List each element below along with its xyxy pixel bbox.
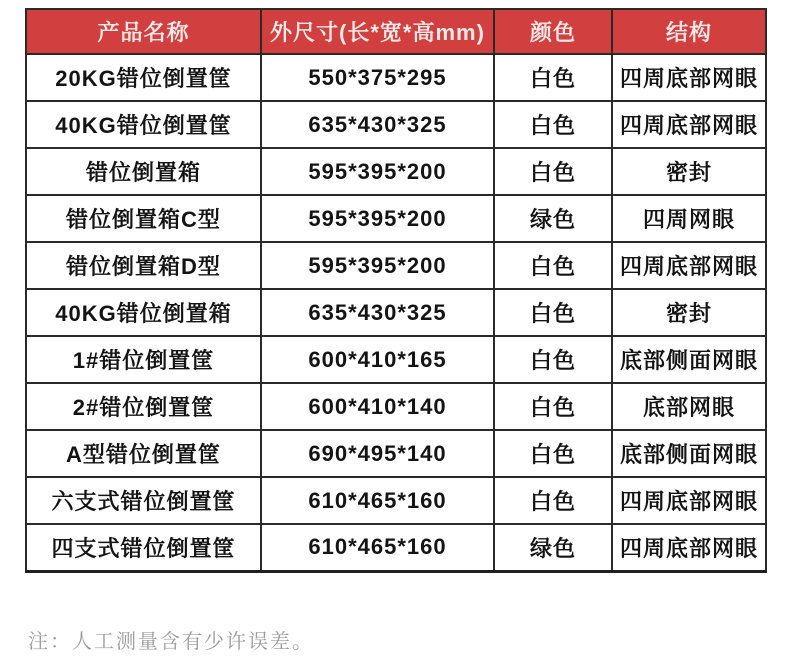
table-row [26, 101, 766, 148]
cell-product-name: 40KG错位倒置箱 [26, 289, 261, 336]
cell-structure: 四周底部网眼 [612, 477, 766, 524]
cell-color: 白色 [494, 477, 612, 524]
cell-product-name: 错位倒置箱C型 [26, 195, 261, 242]
cell-dimensions: 635*430*325 [261, 101, 494, 148]
cell-structure: 密封 [612, 289, 766, 336]
cell-dimensions: 635*430*325 [261, 289, 494, 336]
cell-dimensions: 600*410*140 [261, 383, 494, 430]
table-row [26, 336, 766, 383]
cell-dimensions: 550*375*295 [261, 54, 494, 101]
cell-color: 绿色 [494, 524, 612, 571]
table-row [26, 54, 766, 101]
table-row [26, 289, 766, 336]
cell-dimensions: 600*410*165 [261, 336, 494, 383]
header-outer-dimensions: 外尺寸(长*宽*高mm) [261, 9, 494, 54]
cell-dimensions: 595*395*200 [261, 195, 494, 242]
cell-product-name: 40KG错位倒置筐 [26, 101, 261, 148]
cell-color: 白色 [494, 289, 612, 336]
cell-product-name: A型错位倒置筐 [26, 430, 261, 477]
cell-structure: 密封 [612, 148, 766, 195]
cell-color: 白色 [494, 101, 612, 148]
cell-color: 绿色 [494, 195, 612, 242]
header-product-name: 产品名称 [26, 9, 261, 54]
cell-dimensions: 595*395*200 [261, 242, 494, 289]
cell-dimensions: 610*465*160 [261, 477, 494, 524]
table-row [26, 148, 766, 195]
cell-product-name: 2#错位倒置筐 [26, 383, 261, 430]
cell-product-name: 六支式错位倒置筐 [26, 477, 261, 524]
cell-dimensions: 595*395*200 [261, 148, 494, 195]
table-header-row [26, 9, 766, 54]
cell-structure: 四周底部网眼 [612, 54, 766, 101]
table-row [26, 430, 766, 477]
cell-product-name: 错位倒置箱D型 [26, 242, 261, 289]
cell-structure: 底部侧面网眼 [612, 336, 766, 383]
cell-structure: 四周网眼 [612, 195, 766, 242]
cell-color: 白色 [494, 383, 612, 430]
cell-color: 白色 [494, 148, 612, 195]
product-spec-table [25, 8, 767, 573]
cell-product-name: 20KG错位倒置筐 [26, 54, 261, 101]
cell-dimensions: 690*495*140 [261, 430, 494, 477]
table-row [26, 242, 766, 289]
table-row [26, 477, 766, 524]
header-structure: 结构 [612, 9, 766, 54]
measurement-note: 注：人工测量含有少许误差。 [28, 631, 314, 653]
cell-dimensions: 610*465*160 [261, 524, 494, 571]
cell-structure: 底部网眼 [612, 383, 766, 430]
cell-structure: 四周底部网眼 [612, 242, 766, 289]
cell-color: 白色 [494, 242, 612, 289]
cell-structure: 四周底部网眼 [612, 524, 766, 571]
cell-structure: 底部侧面网眼 [612, 430, 766, 477]
table-row [26, 524, 766, 571]
cell-color: 白色 [494, 336, 612, 383]
cell-product-name: 1#错位倒置筐 [26, 336, 261, 383]
table-row [26, 195, 766, 242]
header-color: 颜色 [494, 9, 612, 54]
cell-product-name: 错位倒置箱 [26, 148, 261, 195]
table-row [26, 383, 766, 430]
cell-color: 白色 [494, 54, 612, 101]
cell-structure: 四周底部网眼 [612, 101, 766, 148]
cell-color: 白色 [494, 430, 612, 477]
cell-product-name: 四支式错位倒置筐 [26, 524, 261, 571]
